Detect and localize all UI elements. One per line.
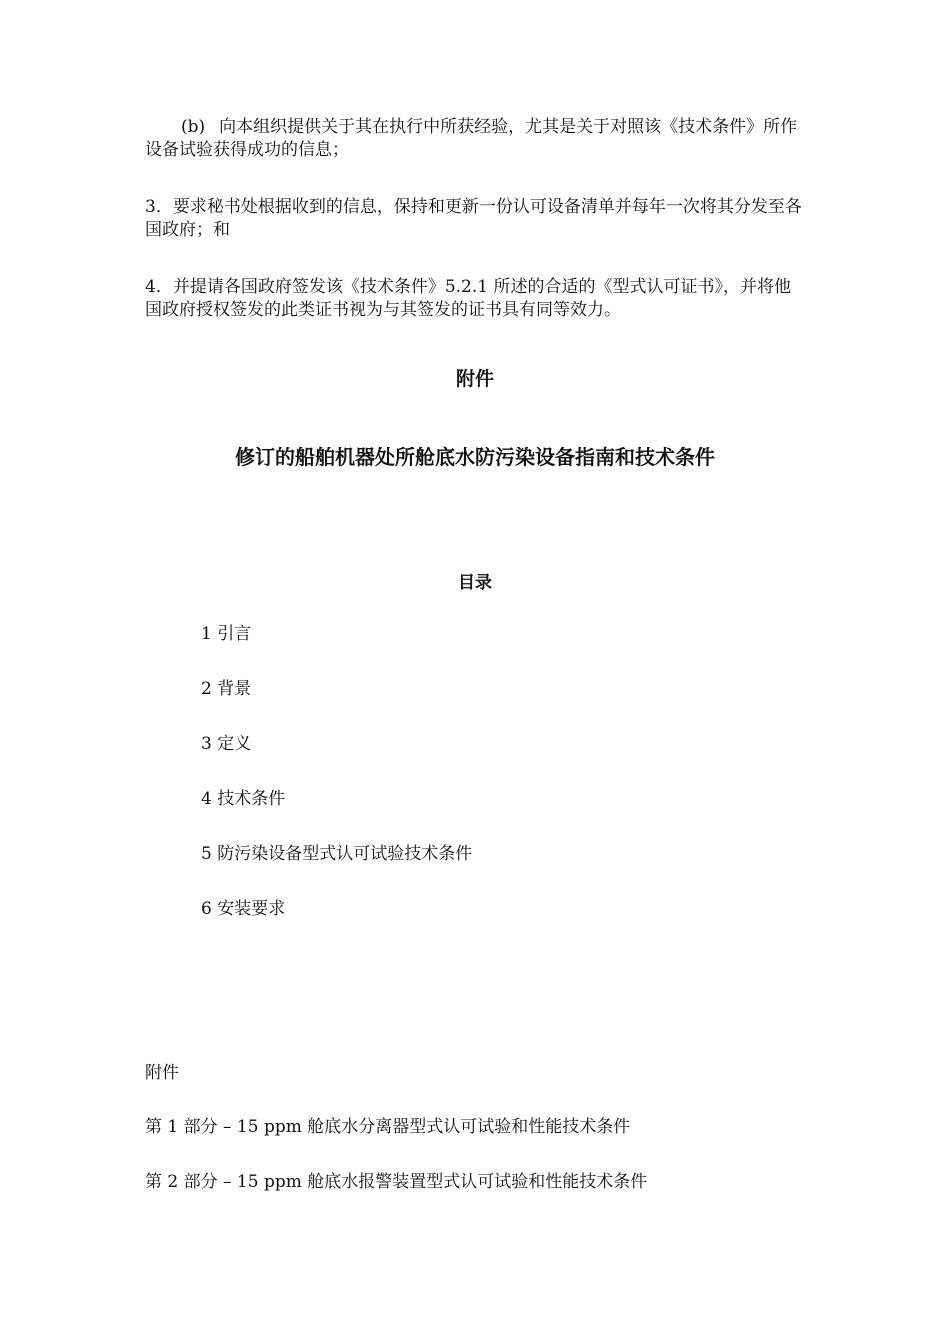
toc-item-installation: 6 安装要求 xyxy=(201,899,286,919)
toc-item-specifications: 4 技术条件 xyxy=(201,789,286,809)
item-b-label: (b) xyxy=(181,117,206,137)
paragraph-item-4: 4．并提请各国政府签发该《技术条件》5.2.1 所述的合适的《型式认可证书》，并将他国政府授权签发的此类证书视为与其签发的证书具有同等效力。 xyxy=(145,277,791,320)
item-b-text: 向本组织提供关于其在执行中所获经验，尤其是关于对照该《技术条件》所作设备试验获得成功的信息； xyxy=(145,117,798,160)
appendix-label: 附件 xyxy=(145,1063,179,1083)
toc-title: 目录 xyxy=(458,573,492,593)
appendix-part-1: 第 1 部分 – 15 ppm 舱底水分离器型式认可试验和性能技术条件 xyxy=(145,1117,631,1137)
toc-item-type-approval: 5 防污染设备型式认可试验技术条件 xyxy=(201,844,473,864)
toc-item-definitions: 3 定义 xyxy=(201,734,252,754)
paragraph-item-3: 3．要求秘书处根据收到的信息，保持和更新一份认可设备清单并每年一次将其分发至各国政府；和 xyxy=(145,197,802,240)
annex-heading: 附件 xyxy=(455,368,494,390)
toc-item-background: 2 背景 xyxy=(201,679,252,699)
toc-item-introduction: 1 引言 xyxy=(201,624,252,644)
paragraph-item-b xyxy=(145,116,805,162)
appendix-part-2: 第 2 部分 – 15 ppm 舱底水报警装置型式认可试验和性能技术条件 xyxy=(145,1172,648,1192)
document-title: 修订的船舶机器处所舱底水防污染设备指南和技术条件 xyxy=(235,445,715,469)
